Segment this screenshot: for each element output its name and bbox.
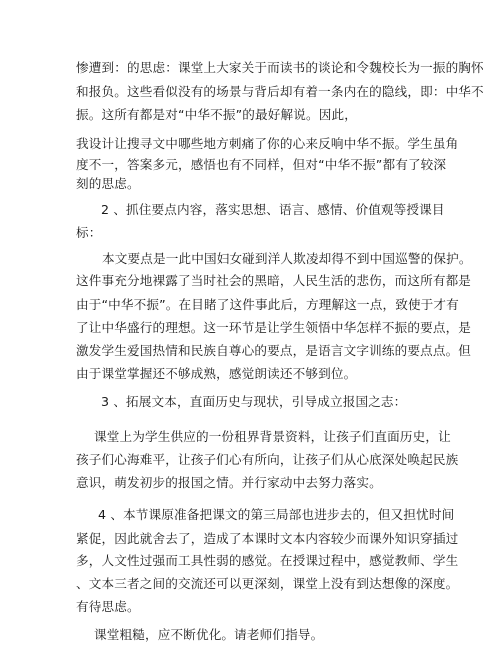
paragraph-line: 多，人文性过强而工具性弱的感觉。在授课过程中，感觉教师、学生 bbox=[76, 553, 459, 568]
paragraph-line: 我设计让搜寻文中哪些地方刺痛了你的心来反响中华不振。学生虽角 bbox=[76, 136, 459, 151]
paragraph-line: 由于“中华不振”。在目睹了这件事此后，方理解这一点，致使于才有 bbox=[76, 297, 459, 312]
paragraph-line: 这件事充分地裸露了当时社会的黑暗，人民生活的悲伤，而这所有都是 bbox=[76, 273, 472, 288]
paragraph-line: 由于课堂掌握还不够成熟，感觉朗读还不够到位。 bbox=[76, 366, 357, 381]
paragraph-line: 孩子们心海难平，让孩子们心有所向，让孩子们从心底深处唤起民族 bbox=[76, 452, 459, 467]
paragraph-line: 振。这所有都是对“中华不振”的最好解说。因此， bbox=[76, 107, 357, 122]
paragraph-line: 课堂粗糙，应不断优化。请老师们指导。 bbox=[94, 627, 324, 642]
paragraph-line: 了让中华盛行的理想。这一环节是让学生领悟中华怎样不振的要点，是 bbox=[76, 320, 472, 335]
section-heading-line: 标： bbox=[76, 225, 102, 240]
paragraph-line: 4 、本节课原准备把课文的第三局部也进步去的，但又担忧时间 bbox=[98, 507, 455, 522]
paragraph-line: 惨遭到：的思虑：课堂上大家关于而读书的谈论和令魏校长为一振的胸怀 bbox=[76, 60, 484, 75]
paragraph-line: 意识，萌发初步的报国之情。并行家动中去努力落实。 bbox=[76, 475, 382, 490]
section-heading-line: 3 、拓展文本，直面历史与现状，引导成立报国之志： bbox=[101, 394, 407, 409]
paragraph-line: 有待思虑。 bbox=[76, 599, 140, 614]
paragraph-line: 紧促，因此就舍去了，造成了本课时文本内容较少而课外知识穿插过 bbox=[76, 531, 459, 546]
paragraph-line: 度不一，答案多元，感悟也有不同样，但对“中华不振”都有了较深 bbox=[76, 157, 447, 172]
paragraph-line: 、文本三者之间的交流还可以更深刻，课堂上没有到达想像的深度。 bbox=[76, 576, 459, 591]
section-heading-line: 2 、抓住要点内容，落实思想、语言、感情、价值观等授课目 bbox=[101, 202, 445, 217]
paragraph-line: 本文要点是一此中国妇女碰到洋人欺凌却得不到中国巡警的保护。 bbox=[102, 251, 472, 266]
paragraph-line: 激发学生爱国热情和民族自尊心的要点，是语言文字训练的要点点。但 bbox=[76, 343, 472, 358]
paragraph-line: 和报负。这些看似没有的场景与背后却有着一条内在的隐线，即：中华不 bbox=[76, 84, 484, 99]
paragraph-line: 课堂上为学生供应的一份租界背景资料，让孩子们直面历史，让 bbox=[94, 429, 451, 444]
paragraph-line: 刻的思虑。 bbox=[76, 176, 140, 191]
